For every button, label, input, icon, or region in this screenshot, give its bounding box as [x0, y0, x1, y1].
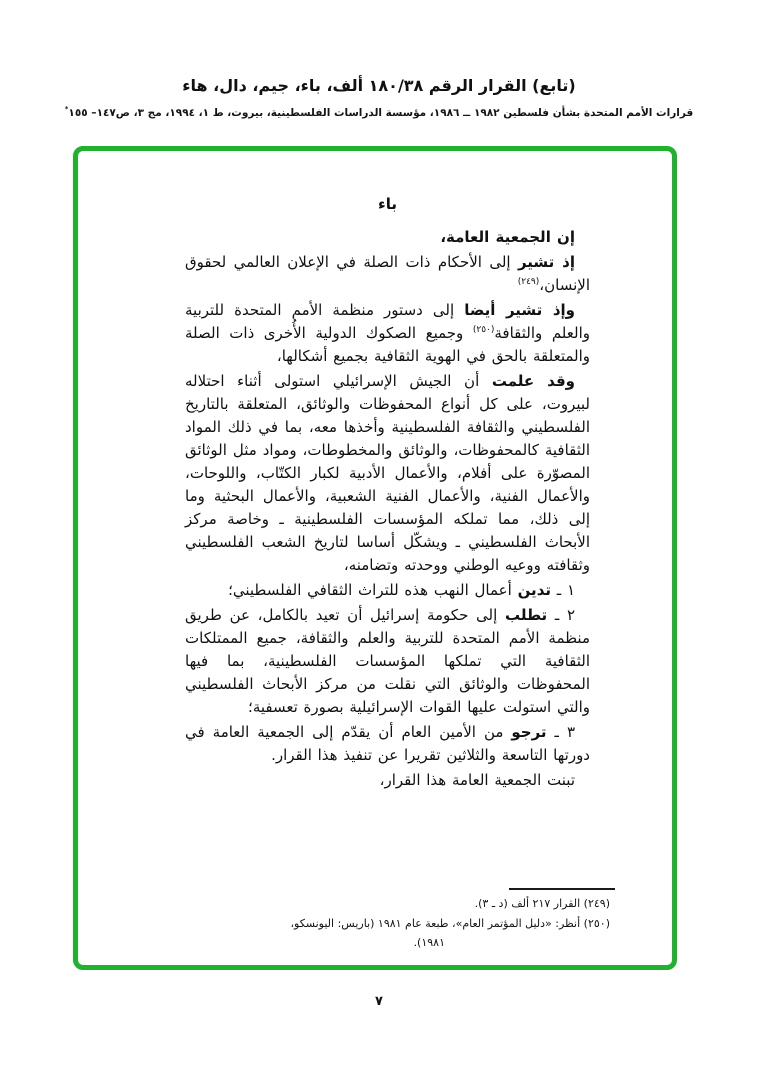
section-heading: باء: [378, 195, 397, 213]
footnote-249: (٢٤٩) القرار ٢١٧ ألف (د ـ ٣).: [474, 897, 610, 910]
preamble-recalling-also: وإذ تشير أيضا إلى دستور منظمة الأمم المتحدة للتربية والعلم والثقافة$^{(٢٥٠)}$ وجميع الصكوك الدولية الأُخرى ذات الصلة والمتعلقة بالحق في الهوية الثقافية بجميع أشكالها،: [185, 301, 590, 365]
footnote-divider: [509, 888, 615, 890]
operative-item-1: ١ ـ تدين أعمال النهب هذه للتراث الثقافي الفلسطيني؛: [228, 581, 575, 599]
source-citation: قرارات الأمم المتحدة بشأن فلسطين ١٩٨٢ ــ ١٩٨٦، مؤسسة الدراسات الفلسطينية، بيروت، ط ١، ١٩٩٤، مج ٣، ص١٤٧– ١٥٥*: [64, 105, 694, 119]
page-number: ٧: [375, 994, 383, 1009]
resolution-body: [185, 195, 590, 794]
footnote-250-continuation: ١٩٨١).: [413, 936, 445, 949]
operative-item-3: ٣ ـ ترجو من الأمين العام أن يقدّم إلى الجمعية العامة في دورتها التاسعة والثلاثين تقريرا عن تنفيذ هذا القرار.: [185, 723, 590, 764]
operative-item-2: ٢ ـ تطلب إلى حكومة إسرائيل أن تعيد بالكامل، عن طريق منظمة الأمم المتحدة للتربية والعلم والثقافة، جميع الممتلكات الثقافية التي تملكها المؤسسات الفلسطينية، بما فيها المحفوظات والوثائق التي نقلت من مركز الأبحاث الفلسطيني والتي استولت عليها القوات الإسرائيلية بصورة تعسفية؛: [185, 606, 590, 716]
document-title: (تابع) القرار الرقم ٣٨‏/‏١٨٠ ألف، باء، جيم، دال، هاء: [182, 76, 576, 95]
preamble-opening: إن الجمعية العامة،: [440, 228, 575, 246]
preamble-having-learned: وقد علمت أن الجيش الإسرائيلي استولى أثناء احتلاله لبيروت، على كل أنواع المحفوظات والوثائق، المتعلقة بالتاريخ الفلسطيني والثقافة الفلسطينية وأخذها معه، بما في ذلك المواد الثقافية كالمحفوظات، والوثائق والمخطوطات، ومواد مثل الوثائق المصوّرة على أفلام، والأعمال الأدبية لكبار الكتّاب، واللوحات، والأعمال الفنية، والأعمال الفنية الشعبية، والأعمال البحثية وما إلى ذلك، مما تملكه المؤسسات الفلسطينية ـ وخاصة مركز الأبحاث الفلسطيني ـ ويشكّل أساسا لتاريخ الشعب الفلسطيني وثقافته ووعيه الوطني ووحدته وتضامنه،: [185, 372, 590, 574]
adoption-note: تبنت الجمعية العامة هذا القرار،: [379, 771, 575, 789]
preamble-recalling: إذ تشير إلى الأحكام ذات الصلة في الإعلان العالمي لحقوق الإنسان،$^{(٢٤٩)}$: [185, 253, 590, 294]
footnote-250: (٢٥٠) أنظر: «دليل المؤتمر العام»، طبعة عام ١٩٨١ (باريس: اليونسكو،: [290, 916, 610, 930]
highlight-frame: [73, 146, 677, 970]
footnotes: [210, 894, 610, 953]
